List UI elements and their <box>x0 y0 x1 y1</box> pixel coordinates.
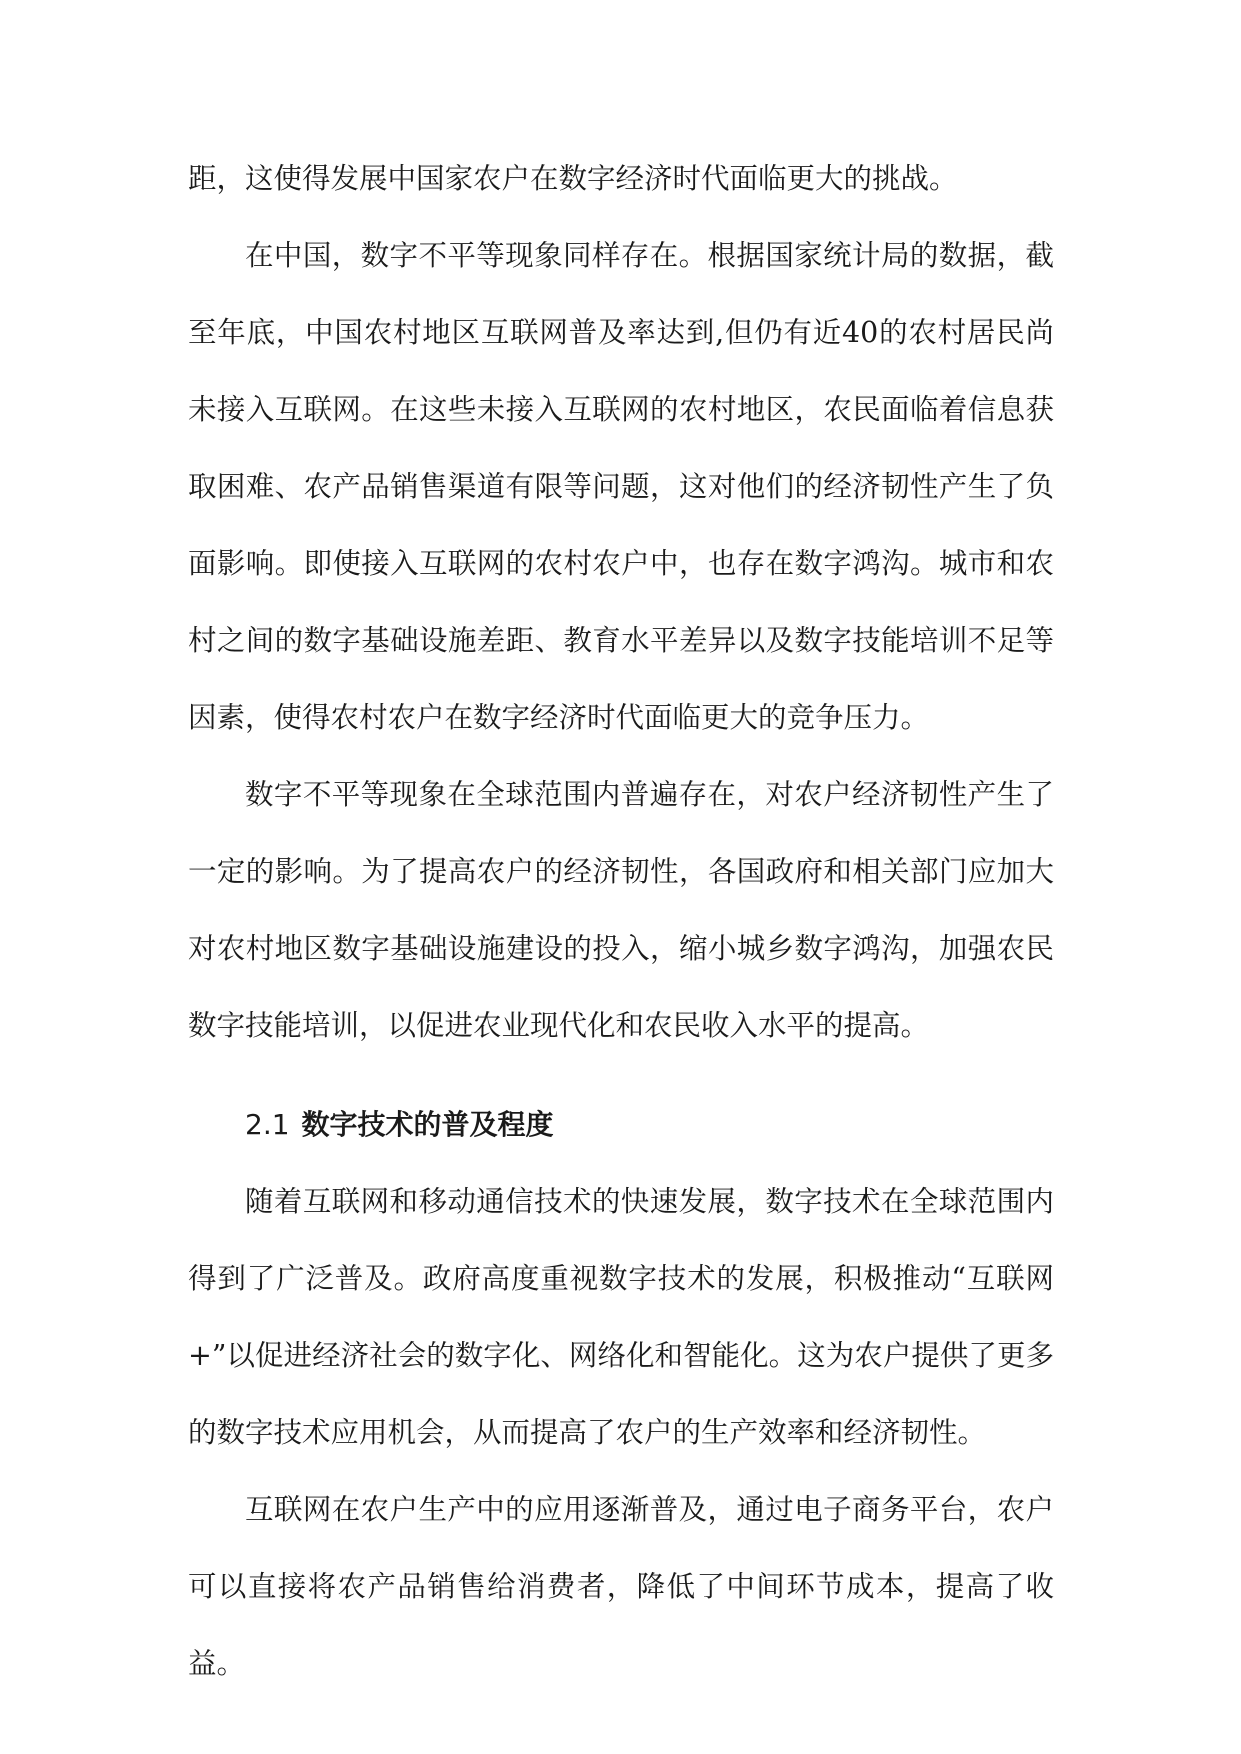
section-number: 2.1 <box>245 1108 290 1141</box>
paragraph: 互联网在农户生产中的应用逐渐普及，通过电子商务平台，农户可以直接将农产品销售给消费者，降低了中间环节成本，提高了收益。 <box>188 1493 1054 1680</box>
section-heading <box>188 1064 1054 1163</box>
paragraph: 随着互联网和移动通信技术的快速发展，数字技术在全球范围内得到了广泛普及。政府高度重视数字技术的发展，积极推动“互联网+”以促进经济社会的数字化、网络化和智能化。这为农户提供了更多的数字技术应用机会，从而提高了农户的生产效率和经济韧性。 <box>188 1185 1054 1449</box>
paragraph: 数字不平等现象在全球范围内普遍存在，对农户经济韧性产生了一定的影响。为了提高农户的经济韧性，各国政府和相关部门应加大对农村地区数字基础设施建设的投入，缩小城乡数字鸿沟，加强农民数字技能培训，以促进农业现代化和农民收入水平的提高。 <box>188 778 1054 1042</box>
section-title: 数字技术的普及程度 <box>301 1108 554 1141</box>
paragraph: 在中国，数字不平等现象同样存在。根据国家统计局的数据，截至年底，中国农村地区互联网普及率达到,但仍有近40的农村居民尚未接入互联网。在这些未接入互联网的农村地区，农民面临着信息获取困难、农产品销售渠道有限等问题，这对他们的经济韧性产生了负面影响。即使接入互联网的农村农户中，也存在数字鸿沟。城市和农村之间的数字基础设施差距、教育水平差异以及数字技能培训不足等因素，使得农村农户在数字经济时代面临更大的竞争压力。 <box>188 239 1054 734</box>
document-body <box>188 140 1054 1702</box>
paragraph: 距，这使得发展中国家农户在数字经济时代面临更大的挑战。 <box>188 162 958 195</box>
